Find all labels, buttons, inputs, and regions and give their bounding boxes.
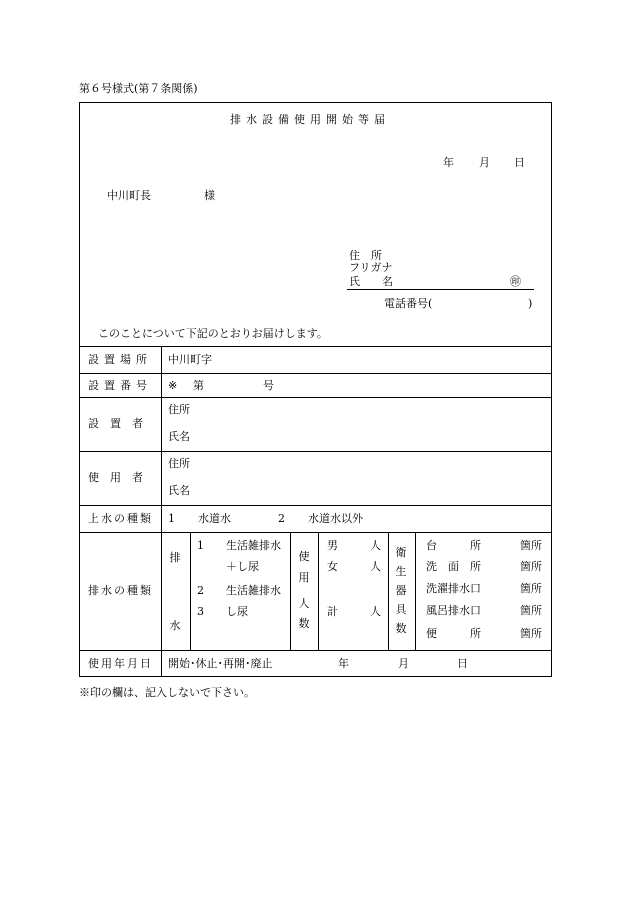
number-label: 設置番号 xyxy=(88,379,152,392)
intro-text: このことについて下記のとおりお届けします。 xyxy=(98,327,328,340)
fixture-unit: 箇所 xyxy=(520,582,542,595)
number-suffix: 号 xyxy=(263,379,274,392)
drain-opt3: し尿 xyxy=(226,605,248,618)
form-title: 排水設備使用開始等届 xyxy=(230,113,390,126)
drain-opt2: 生活雑排水 xyxy=(226,584,281,597)
water-type-label: 上水の種類 xyxy=(88,512,153,525)
users-vertical-char: 使 xyxy=(298,550,310,563)
fixtures-vertical-char: 具 xyxy=(395,603,407,616)
fixture-name: 便 所 xyxy=(426,627,481,640)
female-unit: 人 xyxy=(370,560,381,573)
drain-divider xyxy=(318,532,319,650)
label-column-divider xyxy=(161,346,162,677)
fixture-name: 洗 面 所 xyxy=(426,560,481,573)
drain-opt2-num: 2 xyxy=(197,584,204,597)
addressee-name: 中川町長 xyxy=(107,189,151,202)
drain-vertical-char: 排 xyxy=(169,551,181,564)
drain-divider xyxy=(290,532,291,650)
user-address-label: 住所 xyxy=(168,457,190,470)
footnote: ※印の欄は、記入しないで下さい。 xyxy=(79,686,255,699)
row-divider xyxy=(79,451,552,452)
phone-label: 電話番号( xyxy=(384,297,433,310)
users-vertical-char: 数 xyxy=(298,617,310,630)
applicant-furigana-label: フリガナ xyxy=(349,261,393,274)
row-divider xyxy=(79,505,552,506)
drain-opt3-num: 3 xyxy=(197,605,204,618)
fixtures-vertical-char: 器 xyxy=(395,584,407,597)
row-divider xyxy=(79,397,552,398)
phone-close: ) xyxy=(528,297,533,310)
fixture-unit: 箇所 xyxy=(520,560,542,573)
users-vertical-char: 人 xyxy=(298,597,310,610)
water-opt2: 水道水以外 xyxy=(308,512,363,525)
drain-opt1-line1: 生活雑排水 xyxy=(226,539,281,552)
applicant-address-label: 住 所 xyxy=(349,249,382,262)
fixture-unit: 箇所 xyxy=(520,627,542,640)
fixtures-vertical-char: 数 xyxy=(395,622,407,635)
fixture-name: 風呂排水口 xyxy=(426,604,481,617)
drain-divider xyxy=(388,532,389,650)
row-divider xyxy=(79,373,552,374)
user-name-label: 氏名 xyxy=(168,484,190,497)
drain-type-label: 排水の種類 xyxy=(88,584,153,597)
water-opt1-num: 1 xyxy=(168,512,175,525)
addressee-honorific: 様 xyxy=(204,189,215,202)
number-prefix: 第 xyxy=(193,379,204,392)
row-divider xyxy=(79,650,552,651)
users-vertical-char: 用 xyxy=(298,571,310,584)
drain-divider xyxy=(415,532,416,650)
location-label: 設置場所 xyxy=(88,353,152,366)
fixture-name: 洗濯排水口 xyxy=(426,582,481,595)
drain-opt1-line2: ＋し尿 xyxy=(226,560,259,573)
installer-label: 設置者 xyxy=(88,417,154,430)
total-unit: 人 xyxy=(370,605,381,618)
water-opt2-num: 2 xyxy=(278,512,285,525)
location-value: 中川町字 xyxy=(168,353,212,366)
fixture-unit: 箇所 xyxy=(520,604,542,617)
user-label: 使用者 xyxy=(88,471,154,484)
female-label: 女 xyxy=(327,560,338,573)
name-underline xyxy=(347,289,534,290)
fixture-name: 台 所 xyxy=(426,539,481,552)
total-label: 計 xyxy=(327,605,338,618)
row-divider xyxy=(79,346,552,347)
form-number: 第６号様式(第７条関係) xyxy=(79,82,198,95)
applicant-name-label: 氏 名 xyxy=(349,275,393,288)
date-year: 年 xyxy=(443,156,454,169)
usage-date-label: 使用年月日 xyxy=(88,657,153,670)
fixture-unit: 箇所 xyxy=(520,539,542,552)
male-label: 男 xyxy=(327,539,338,552)
date-day: 日 xyxy=(514,156,525,169)
usage-day: 日 xyxy=(457,657,468,670)
usage-month: 月 xyxy=(398,657,409,670)
date-month: 月 xyxy=(479,156,490,169)
row-divider xyxy=(79,532,552,533)
water-opt1: 水道水 xyxy=(198,512,231,525)
usage-status: 開始･休止･再開･廃止 xyxy=(168,657,273,670)
number-mark: ※ xyxy=(168,379,178,392)
drain-divider xyxy=(190,532,191,650)
drain-opt1-num: 1 xyxy=(197,539,204,552)
installer-address-label: 住所 xyxy=(168,403,190,416)
male-unit: 人 xyxy=(370,539,381,552)
installer-name-label: 氏名 xyxy=(168,430,190,443)
usage-year: 年 xyxy=(338,657,349,670)
fixtures-vertical-char: 衛 xyxy=(395,546,407,559)
fixtures-vertical-char: 生 xyxy=(395,565,407,578)
seal-mark: ㊞ xyxy=(510,275,521,288)
drain-vertical-char: 水 xyxy=(169,619,181,632)
